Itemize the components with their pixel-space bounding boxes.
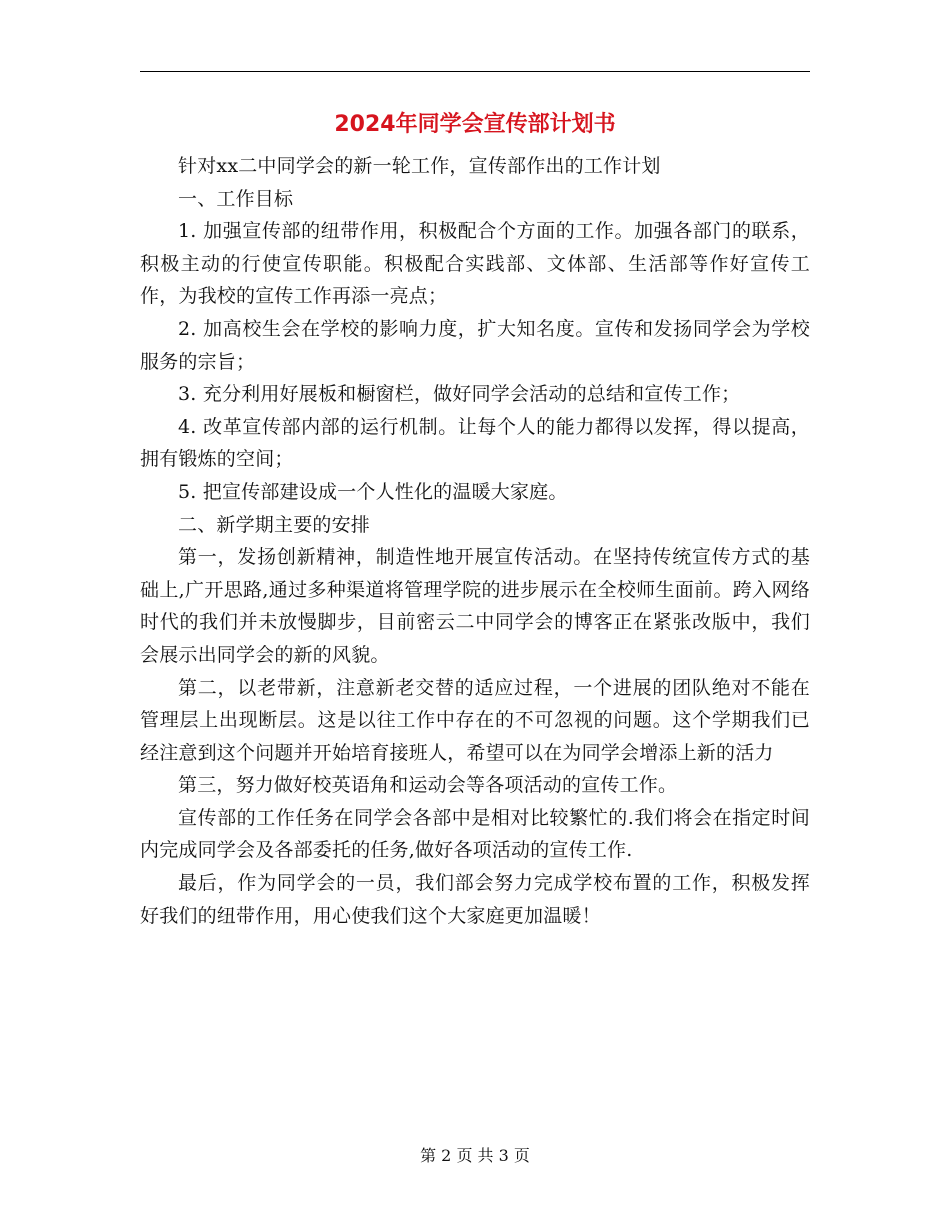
document-title: 2024年同学会宣传部计划书 <box>334 112 616 137</box>
header-rule <box>140 71 810 72</box>
closing-paragraph: 最后，作为同学会的一员，我们部会努力完成学校布置的工作，积极发挥好我们的纽带作用，用心使我们这个大家庭更加温暖！ <box>140 872 810 927</box>
goal-item-4: 4. 改革宣传部内部的运行机制。让每个人的能力都得以发挥，得以提高，拥有锻炼的空间； <box>140 415 810 471</box>
goal-item-5: 5. 把宣传部建设成一个人性化的温暖大家庭。 <box>178 480 568 503</box>
arrangement-first: 第一，发扬创新精神，制造性地开展宣传活动。在坚持传统宣传方式的基础上,广开思路,通过多种渠道将管理学院的进步展示在全校师生面前。跨入网络时代的我们并未放慢脚步，目前密云二中同学会的博客正在紧张改版中，我们会展示出同学会的新的风貌。 <box>140 546 810 666</box>
goal-item-3: 3. 充分利用好展板和橱窗栏，做好同学会活动的总结和宣传工作； <box>178 383 741 406</box>
section-heading-goals: 一、工作目标 <box>178 187 294 210</box>
section-heading-arrangements: 二、新学期主要的安排 <box>178 513 371 536</box>
goal-item-2: 2. 加高校生会在学校的影响力度，扩大知名度。宣传和发扬同学会为学校服务的宗旨； <box>140 317 810 373</box>
workload-paragraph: 宣传部的工作任务在同学会各部中是相对比较繁忙的.我们将会在指定时间内完成同学会及各部委托的任务,做好各项活动的宣传工作. <box>140 806 810 862</box>
arrangement-third: 第三，努力做好校英语角和运动会等各项活动的宣传工作。 <box>178 774 678 797</box>
goal-item-1: 1. 加强宣传部的纽带作用，积极配合个方面的工作。加强各部门的联系，积极主动的行使宣传职能。积极配合实践部、文体部、生活部等作好宣传工作，为我校的宣传工作再添一亮点； <box>140 220 810 308</box>
document-body <box>140 150 810 932</box>
intro-paragraph: 针对xx二中同学会的新一轮工作，宣传部作出的工作计划 <box>178 155 661 177</box>
page-number-footer: 第 2 页 共 3 页 <box>420 1146 530 1165</box>
arrangement-second: 第二，以老带新，注意新老交替的适应过程，一个进展的团队绝对不能在管理层上出现断层。这是以往工作中存在的不可忽视的问题。这个学期我们已经注意到这个问题并开始培育接班人，希望可以在为同学会增添上新的活力 <box>140 676 810 764</box>
